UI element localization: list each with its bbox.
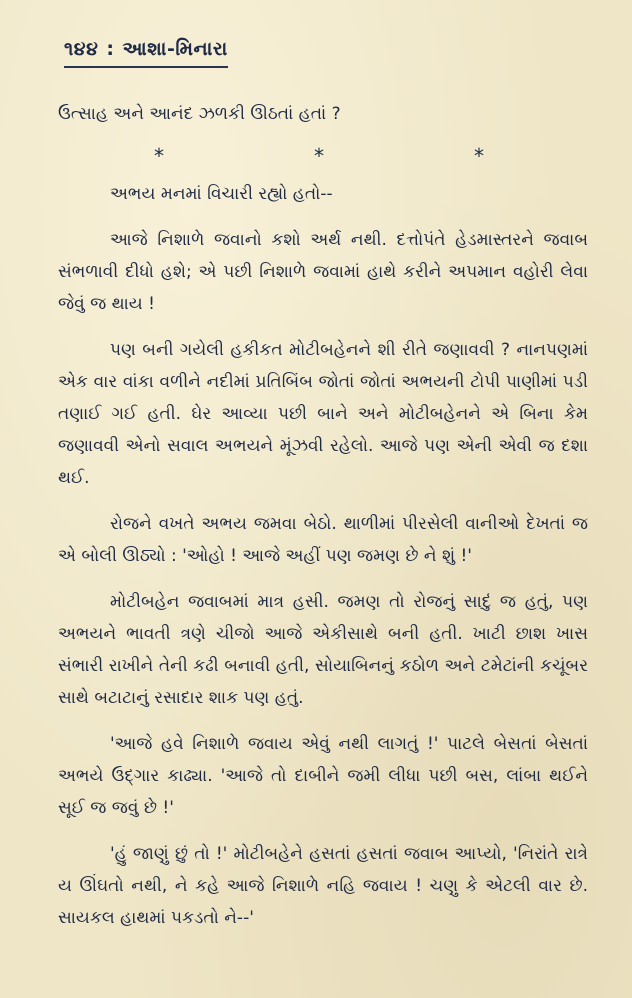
header-separator: : <box>106 38 115 60</box>
section-break-stars <box>154 144 484 168</box>
page-number: ૧૪૪ <box>64 38 99 60</box>
star-2: * <box>314 144 324 168</box>
page-body <box>58 98 588 934</box>
paragraph-4: પણ બની ગયેલી હકીકત મોટીબહેનને શી રીતે જણાવવી ? નાનપણમાં એક વાર વાંકા વળીને નદીમાં પ્રતિબિંબ જોતાં જોતાં અભયની ટોપી પાણીમાં પડી તણાઈ ગઈ હતી. ઘેર આવ્યા પછી બાને અને મોટીબહેનને એ બિના કેમ જણાવવી એનો સવાલ અભયને મૂંઝવી રહેલો. આજે પણ એની એવી જ દશા થઈ. <box>58 340 588 488</box>
paragraph-1: ઉત્સાહ અને આનંદ ઝળકી ઊઠતાં હતાં ? <box>58 104 341 124</box>
paragraph-3: આજે નિશાળે જવાનો કશો અર્થ નથી. દત્તોપંતે હેડમાસ્તરને જવાબ સંભળાવી દીધો હશે; એ પછી નિશાળે જવામાં હાથે કરીને અપમાન વહોરી લેવા જેવું જ થાય ! <box>58 230 588 314</box>
running-header <box>64 38 228 68</box>
paragraph-2: અભય મનમાં વિચારી રહ્યો હતો-- <box>110 184 333 204</box>
paragraph-5: રોજને વખતે અભય જમવા બેઠો. થાળીમાં પીરસેલી વાનીઓ દેખતાં જ એ બોલી ઊઠ્યો : 'ઓહો ! આજે અહીં પણ જમણ છે ને શું !' <box>58 514 588 566</box>
star-3: * <box>474 144 484 168</box>
paragraph-7: 'આજે હવે નિશાળે જવાય એવું નથી લાગતું !' પાટલે બેસતાં બેસતાં અભયે ઉદ્ગાર કાઢ્યા. 'આજે તો દાબીને જમી લીધા પછી બસ, લાંબા થઈને સૂઈ જ જવું છે !' <box>58 734 588 818</box>
paragraph-8: 'હું જાણું છું તો !' મોટીબહેને હસતાં હસતાં જવાબ આપ્યો, 'નિરાંતે રાત્રે ય ઊંઘતો નથી, ને કહે આજે નિશાળે નહિ જવાય ! ચણુ કે એટલી વાર છે. સાયકલ હાથમાં પકડતો ને--' <box>58 844 588 928</box>
paragraph-6: મોટીબહેન જવાબમાં માત્ર હસી. જમણ તો રોજનું સાદું જ હતું, પણ અભયને ભાવતી ત્રણે ચીજો આજે એકીસાથે બની હતી. ખાટી છાશ ખાસ સંભારી રાખીને તેની કઢી બનાવી હતી, સોયાબિનનું કઠોળ અને ટમેટાંની કચૂંબર સાથે બટાટાનું રસાદાર શાક પણ હતું. <box>58 592 588 708</box>
book-title: આશા-મિનારા <box>122 38 228 60</box>
star-1: * <box>154 144 164 168</box>
